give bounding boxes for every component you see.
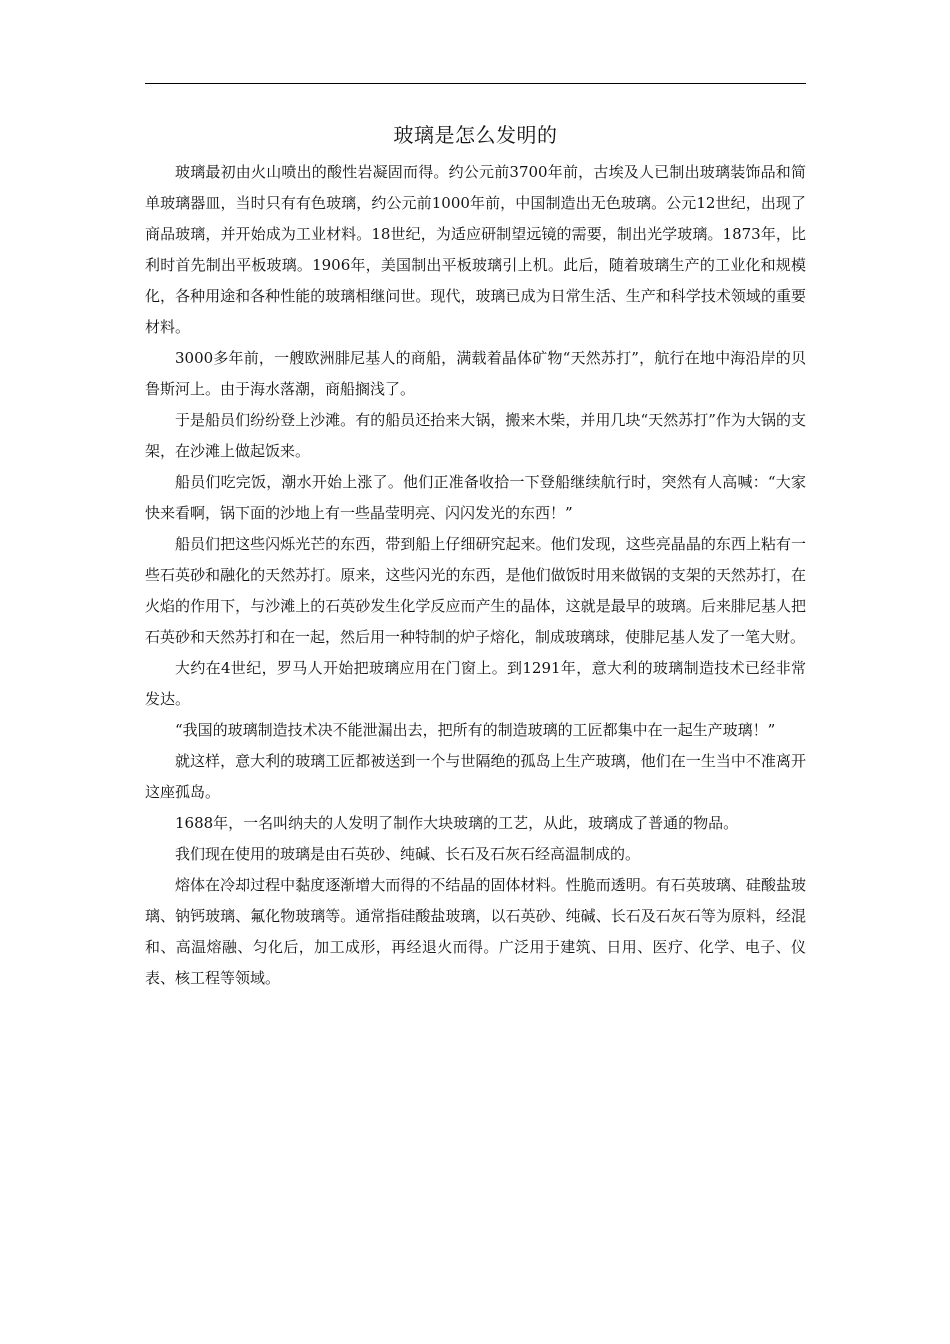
paragraph: 1688年，一名叫纳夫的人发明了制作大块玻璃的工艺，从此，玻璃成了普通的物品。	[175, 814, 739, 832]
paragraph: 我们现在使用的玻璃是由石英砂、纯碱、长石及石灰石经高温制成的。	[175, 845, 641, 863]
header-rule	[145, 83, 806, 84]
paragraph: 大约在4世纪，罗马人开始把玻璃应用在门窗上。到1291年，意大利的玻璃制造技术已经非常发达。	[145, 659, 806, 708]
paragraph: 就这样，意大利的玻璃工匠都被送到一个与世隔绝的孤岛上生产玻璃，他们在一生当中不准离开这座孤岛。	[145, 752, 806, 801]
paragraph: 玻璃最初由火山喷出的酸性岩凝固而得。约公元前3700年前，古埃及人已制出玻璃装饰品和简单玻璃器皿，当时只有有色玻璃，约公元前1000年前，中国制造出无色玻璃。公元12世纪，出现了商品玻璃，并开始成为工业材料。18世纪，为适应研制望远镜的需要，制出光学玻璃。1873年，比利时首先制出平板玻璃。1906年，美国制出平板玻璃引上机。此后，随着玻璃生产的工业化和规模化，各种用途和各种性能的玻璃相继问世。现代，玻璃已成为日常生活、生产和科学技术领域的重要材料。	[145, 163, 806, 336]
paragraph: 船员们把这些闪烁光芒的东西，带到船上仔细研究起来。他们发现，这些亮晶晶的东西上粘有一些石英砂和融化的天然苏打。原来，这些闪光的东西，是他们做饭时用来做锅的支架的天然苏打，在火焰的作用下，与沙滩上的石英砂发生化学反应而产生的晶体，这就是最早的玻璃。后来腓尼基人把石英砂和天然苏打和在一起，然后用一种特制的炉子熔化，制成玻璃球，使腓尼基人发了一笔大财。	[145, 535, 806, 646]
document-body	[145, 157, 806, 994]
paragraph: 3000多年前，一艘欧洲腓尼基人的商船，满载着晶体矿物“天然苏打”，航行在地中海沿岸的贝鲁斯河上。由于海水落潮，商船搁浅了。	[145, 349, 806, 398]
paragraph: 熔体在冷却过程中黏度逐渐增大而得的不结晶的固体材料。性脆而透明。有石英玻璃、硅酸盐玻璃、钠钙玻璃、氟化物玻璃等。通常指硅酸盐玻璃，以石英砂、纯碱、长石及石灰石等为原料，经混和、高温熔融、匀化后，加工成形，再经退火而得。广泛用于建筑、日用、医疗、化学、电子、仪表、核工程等领域。	[145, 876, 806, 987]
page-title: 玻璃是怎么发明的	[393, 123, 558, 147]
paragraph: 于是船员们纷纷登上沙滩。有的船员还抬来大锅，搬来木柴，并用几块“天然苏打”作为大锅的支架，在沙滩上做起饭来。	[145, 411, 806, 460]
paragraph: “我国的玻璃制造技术决不能泄漏出去，把所有的制造玻璃的工匠都集中在一起生产玻璃！”	[175, 721, 776, 739]
paragraph: 船员们吃完饭，潮水开始上涨了。他们正准备收拾一下登船继续航行时，突然有人高喊：“大家快来看啊，锅下面的沙地上有一些晶莹明亮、闪闪发光的东西！”	[145, 473, 806, 522]
